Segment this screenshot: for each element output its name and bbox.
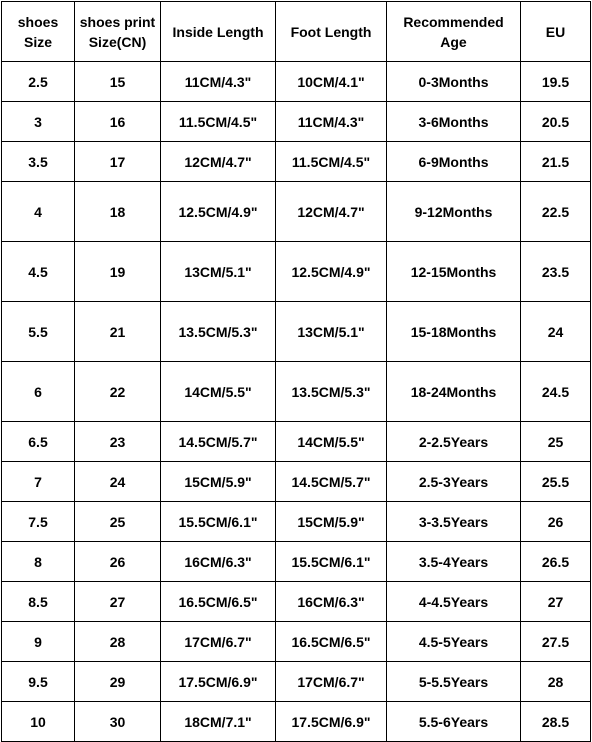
cell-inside-length: 18CM/7.1" bbox=[161, 702, 276, 742]
cell-foot-length: 14.5CM/5.7" bbox=[276, 462, 387, 502]
cell-print-size: 29 bbox=[75, 662, 161, 702]
table-row bbox=[2, 142, 591, 182]
cell-print-size: 16 bbox=[75, 102, 161, 142]
header-text: Size(CN) bbox=[88, 33, 147, 50]
cell-shoes-size: 3 bbox=[2, 102, 75, 142]
cell-eu: 26 bbox=[521, 502, 591, 542]
cell-shoes-size: 9 bbox=[2, 622, 75, 662]
header-text: Recommended bbox=[403, 13, 504, 30]
header-recommended-age bbox=[387, 2, 521, 62]
cell-inside-length: 12.5CM/4.9" bbox=[161, 182, 276, 242]
cell-recommended-age: 9-12Months bbox=[387, 182, 521, 242]
cell-foot-length: 10CM/4.1" bbox=[276, 62, 387, 102]
header-text: shoes print bbox=[79, 13, 156, 30]
header-inside-length bbox=[161, 2, 276, 62]
cell-print-size: 25 bbox=[75, 502, 161, 542]
cell-shoes-size: 4 bbox=[2, 182, 75, 242]
cell-recommended-age: 18-24Months bbox=[387, 362, 521, 422]
cell-shoes-size: 7.5 bbox=[2, 502, 75, 542]
cell-inside-length: 14.5CM/5.7" bbox=[161, 422, 276, 462]
cell-eu: 22.5 bbox=[521, 182, 591, 242]
size-chart-table bbox=[1, 1, 591, 742]
cell-recommended-age: 3.5-4Years bbox=[387, 542, 521, 582]
cell-eu: 23.5 bbox=[521, 242, 591, 302]
cell-shoes-size: 10 bbox=[2, 702, 75, 742]
table-row bbox=[2, 182, 591, 242]
table-row bbox=[2, 62, 591, 102]
cell-recommended-age: 5-5.5Years bbox=[387, 662, 521, 702]
cell-eu: 27.5 bbox=[521, 622, 591, 662]
header-text: Inside Length bbox=[172, 23, 264, 40]
header-text: Size bbox=[23, 33, 52, 50]
cell-eu: 28.5 bbox=[521, 702, 591, 742]
cell-recommended-age: 5.5-6Years bbox=[387, 702, 521, 742]
cell-inside-length: 14CM/5.5" bbox=[161, 362, 276, 422]
cell-recommended-age: 4.5-5Years bbox=[387, 622, 521, 662]
cell-recommended-age: 2-2.5Years bbox=[387, 422, 521, 462]
cell-shoes-size: 2.5 bbox=[2, 62, 75, 102]
cell-print-size: 27 bbox=[75, 582, 161, 622]
table-row bbox=[2, 542, 591, 582]
cell-shoes-size: 5.5 bbox=[2, 302, 75, 362]
cell-print-size: 22 bbox=[75, 362, 161, 422]
cell-inside-length: 16.5CM/6.5" bbox=[161, 582, 276, 622]
cell-inside-length: 17CM/6.7" bbox=[161, 622, 276, 662]
cell-foot-length: 15CM/5.9" bbox=[276, 502, 387, 542]
header-print-size bbox=[75, 2, 161, 62]
cell-inside-length: 15.5CM/6.1" bbox=[161, 502, 276, 542]
cell-inside-length: 13.5CM/5.3" bbox=[161, 302, 276, 362]
cell-print-size: 15 bbox=[75, 62, 161, 102]
header-eu bbox=[521, 2, 591, 62]
cell-eu: 24.5 bbox=[521, 362, 591, 422]
cell-recommended-age: 12-15Months bbox=[387, 242, 521, 302]
table-row bbox=[2, 502, 591, 542]
cell-eu: 27 bbox=[521, 582, 591, 622]
cell-foot-length: 12CM/4.7" bbox=[276, 182, 387, 242]
header-row bbox=[2, 2, 591, 62]
cell-shoes-size: 8 bbox=[2, 542, 75, 582]
table-row bbox=[2, 662, 591, 702]
cell-print-size: 30 bbox=[75, 702, 161, 742]
table-row bbox=[2, 422, 591, 462]
cell-foot-length: 11.5CM/4.5" bbox=[276, 142, 387, 182]
cell-print-size: 28 bbox=[75, 622, 161, 662]
cell-inside-length: 11CM/4.3" bbox=[161, 62, 276, 102]
cell-eu: 21.5 bbox=[521, 142, 591, 182]
cell-inside-length: 11.5CM/4.5" bbox=[161, 102, 276, 142]
table-row bbox=[2, 302, 591, 362]
cell-foot-length: 17.5CM/6.9" bbox=[276, 702, 387, 742]
cell-recommended-age: 15-18Months bbox=[387, 302, 521, 362]
cell-shoes-size: 4.5 bbox=[2, 242, 75, 302]
header-text: EU bbox=[545, 23, 566, 40]
header-text: shoes bbox=[17, 13, 59, 30]
cell-foot-length: 16CM/6.3" bbox=[276, 582, 387, 622]
cell-recommended-age: 0-3Months bbox=[387, 62, 521, 102]
cell-shoes-size: 6 bbox=[2, 362, 75, 422]
cell-foot-length: 14CM/5.5" bbox=[276, 422, 387, 462]
cell-recommended-age: 3-6Months bbox=[387, 102, 521, 142]
cell-inside-length: 16CM/6.3" bbox=[161, 542, 276, 582]
header-shoes-size bbox=[2, 2, 75, 62]
cell-print-size: 19 bbox=[75, 242, 161, 302]
cell-inside-length: 13CM/5.1" bbox=[161, 242, 276, 302]
cell-inside-length: 17.5CM/6.9" bbox=[161, 662, 276, 702]
cell-recommended-age: 2.5-3Years bbox=[387, 462, 521, 502]
cell-eu: 25 bbox=[521, 422, 591, 462]
table-row bbox=[2, 362, 591, 422]
cell-foot-length: 17CM/6.7" bbox=[276, 662, 387, 702]
cell-inside-length: 12CM/4.7" bbox=[161, 142, 276, 182]
cell-print-size: 18 bbox=[75, 182, 161, 242]
table-row bbox=[2, 102, 591, 142]
header-foot-length bbox=[276, 2, 387, 62]
cell-print-size: 23 bbox=[75, 422, 161, 462]
cell-print-size: 21 bbox=[75, 302, 161, 362]
cell-foot-length: 12.5CM/4.9" bbox=[276, 242, 387, 302]
cell-print-size: 24 bbox=[75, 462, 161, 502]
table-row bbox=[2, 242, 591, 302]
cell-foot-length: 13CM/5.1" bbox=[276, 302, 387, 362]
cell-shoes-size: 6.5 bbox=[2, 422, 75, 462]
cell-foot-length: 11CM/4.3" bbox=[276, 102, 387, 142]
cell-eu: 19.5 bbox=[521, 62, 591, 102]
cell-recommended-age: 3-3.5Years bbox=[387, 502, 521, 542]
table-row bbox=[2, 622, 591, 662]
cell-shoes-size: 3.5 bbox=[2, 142, 75, 182]
cell-eu: 28 bbox=[521, 662, 591, 702]
cell-foot-length: 16.5CM/6.5" bbox=[276, 622, 387, 662]
cell-shoes-size: 9.5 bbox=[2, 662, 75, 702]
cell-inside-length: 15CM/5.9" bbox=[161, 462, 276, 502]
table-row bbox=[2, 582, 591, 622]
table-row bbox=[2, 462, 591, 502]
cell-foot-length: 15.5CM/6.1" bbox=[276, 542, 387, 582]
cell-eu: 20.5 bbox=[521, 102, 591, 142]
cell-print-size: 17 bbox=[75, 142, 161, 182]
cell-recommended-age: 4-4.5Years bbox=[387, 582, 521, 622]
cell-eu: 24 bbox=[521, 302, 591, 362]
cell-print-size: 26 bbox=[75, 542, 161, 582]
cell-shoes-size: 8.5 bbox=[2, 582, 75, 622]
header-text: Foot Length bbox=[290, 23, 372, 40]
header-text: Age bbox=[440, 33, 467, 50]
cell-shoes-size: 7 bbox=[2, 462, 75, 502]
cell-eu: 26.5 bbox=[521, 542, 591, 582]
cell-eu: 25.5 bbox=[521, 462, 591, 502]
cell-recommended-age: 6-9Months bbox=[387, 142, 521, 182]
table-row bbox=[2, 702, 591, 742]
cell-foot-length: 13.5CM/5.3" bbox=[276, 362, 387, 422]
